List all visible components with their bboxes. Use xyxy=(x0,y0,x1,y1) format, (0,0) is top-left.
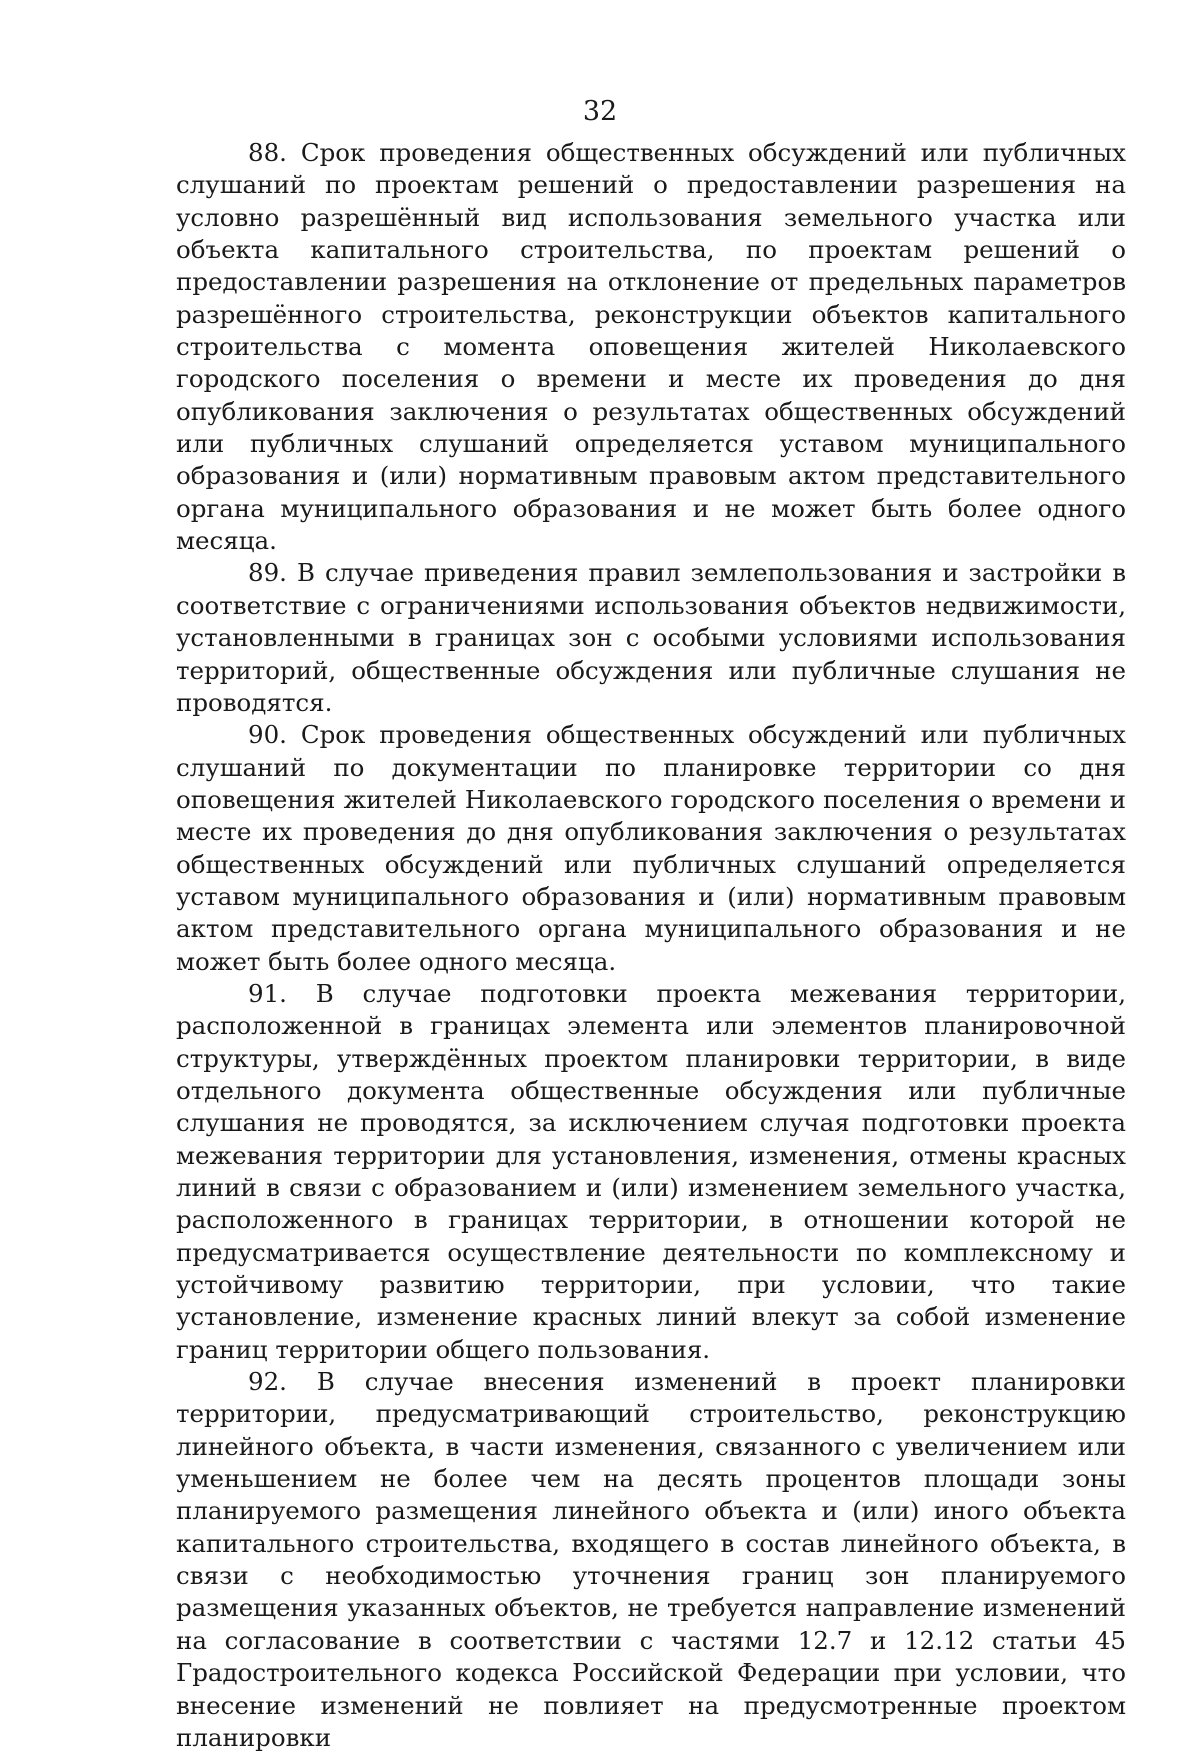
paragraph-90: 90. Срок проведения общественных обсуждений или публичных слушаний по документации по планировке территории со дня оповещения жителей Николаевского городского поселения о времени и месте их проведения до дня опубликования заключения о результатах общественных обсуждений или публичных слушаний определяется уставом муниципального образования и (или) нормативным правовым актом представительного органа муниципального образования и не может быть более одного месяца. xyxy=(176,720,1126,976)
paragraph-89: 89. В случае приведения правил землепользования и застройки в соответствие с ограничениями использования объектов недвижимости, установленными в границах зон с особыми условиями использования территорий, общественные обсуждения или публичные слушания не проводятся. xyxy=(176,558,1126,717)
paragraph-88: 88. Срок проведения общественных обсуждений или публичных слушаний по проектам решений о предоставлении разрешения на условно разрешённый вид использования земельного участка или объекта капитального строительства, по проектам решений о предоставлении разрешения на отклонение от предельных параметров разрешённого строительства, реконструкции объектов капитального строительства с момента оповещения жителей Николаевского городского поселения о времени и месте их проведения до дня опубликования заключения о результатах общественных обсуждений или публичных слушаний определяется уставом муниципального образования и (или) нормативным правовым актом представительного органа муниципального образования и не может быть более одного месяца. xyxy=(176,138,1126,556)
document-body xyxy=(176,137,1126,1754)
page-number: 32 xyxy=(582,96,618,127)
paragraph-92: 92. В случае внесения изменений в проект планировки территории, предусматривающий строительство, реконструкцию линейного объекта, в части изменения, связанного с увеличением или уменьшением не более чем на десять процентов площади зоны планируемого размещения линейного объекта и (или) иного объекта капитального строительства, входящего в состав линейного объекта, в связи с необходимостью уточнения границ зон планируемого размещения указанных объектов, не требуется направление изменений на согласование в соответствии с частями 12.7 и 12.12 статьи 45 Градостроительного кодекса Российской Федерации при условии, что внесение изменений не повлияет на предусмотренные проектом планировки xyxy=(176,1367,1126,1752)
paragraph-91: 91. В случае подготовки проекта межевания территории, расположенной в границах элемента или элементов планировочной структуры, утверждённых проектом планировки территории, в виде отдельного документа общественные обсуждения или публичные слушания не проводятся, за исключением случая подготовки проекта межевания территории для установления, изменения, отмены красных линий в связи с образованием и (или) изменением земельного участка, расположенного в границах территории, в отношении которой не предусматривается осуществление деятельности по комплексному и устойчивому развитию территории, при условии, что такие установление, изменение красных линий влекут за собой изменение границ территории общего пользования. xyxy=(176,978,1126,1364)
